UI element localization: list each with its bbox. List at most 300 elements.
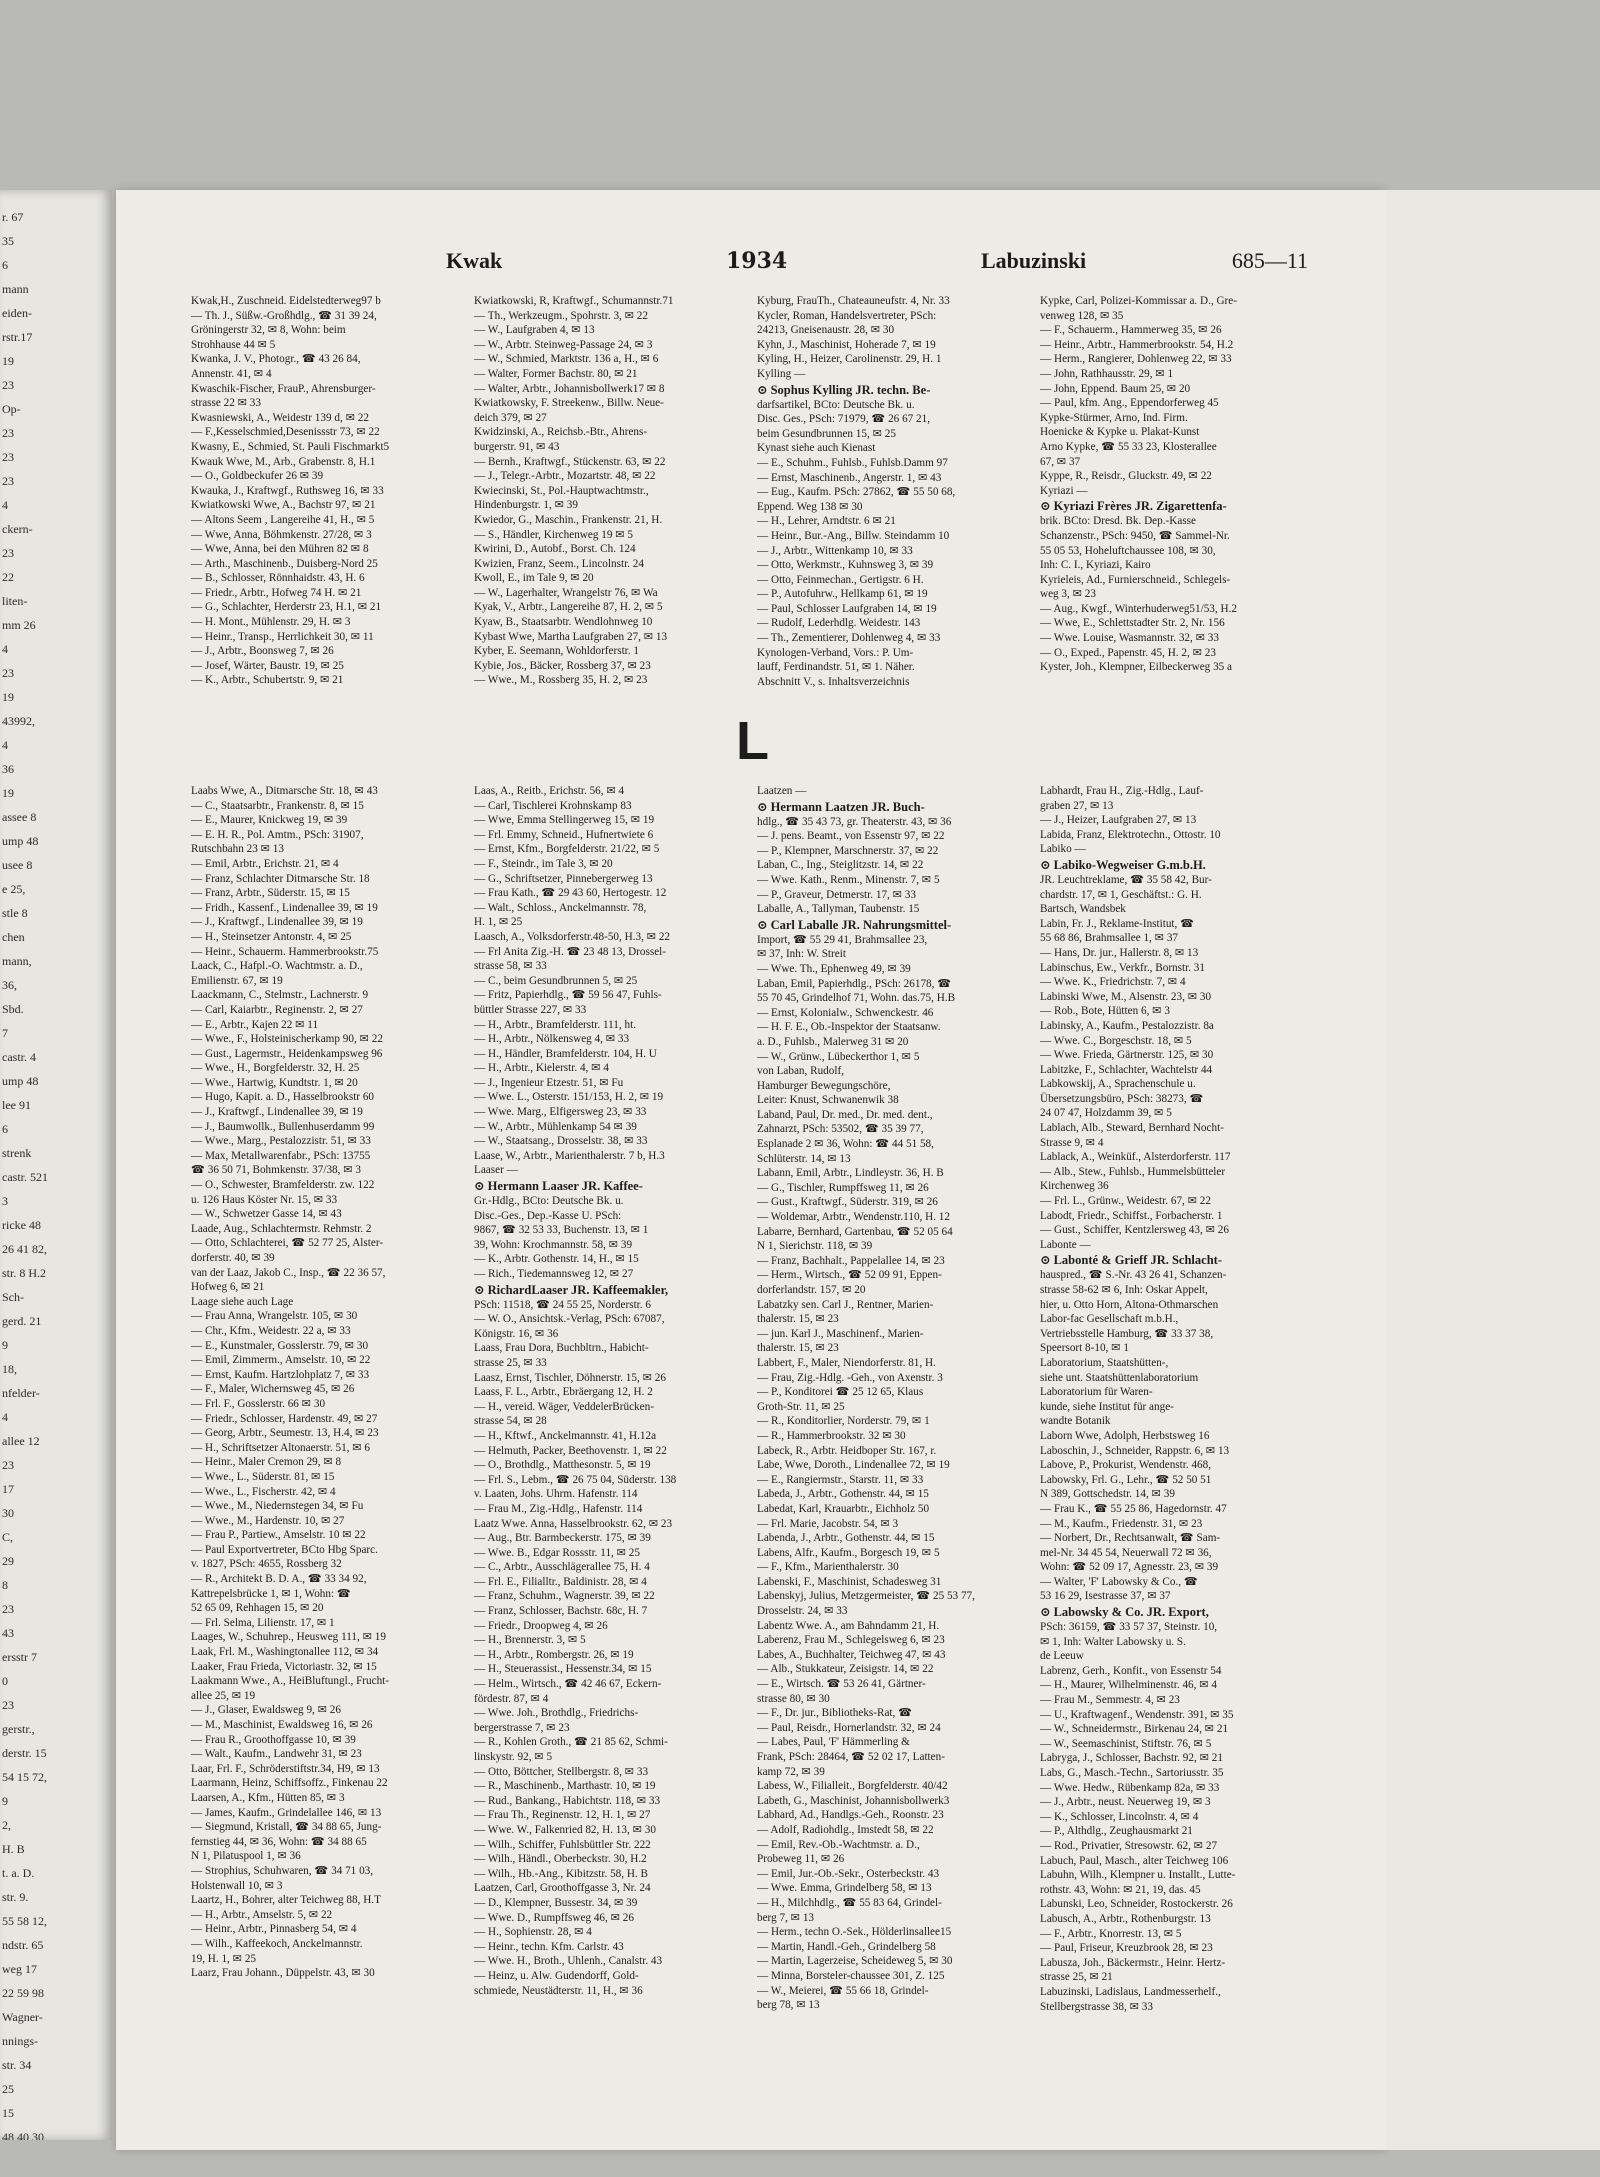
directory-entry: Labentz Wwe. A., am Bahndamm 21, H. — [757, 1619, 940, 1632]
section-letter: L — [736, 711, 769, 771]
directory-entry: Vertriebsstelle Hamburg, ☎ 33 37 38, — [1040, 1327, 1214, 1340]
directory-entry: Laaser — — [474, 1164, 518, 1177]
directory-entry: Labess, W., Filialleit., Borgfelderstr. 40/42 — [757, 1780, 948, 1793]
directory-entry: — H., Schriftsetzer Altonaerstr. 51, ✉ 6 — [191, 1441, 371, 1454]
sliver-fragment: e 25, — [2, 882, 26, 896]
directory-entry: — Aug., Kwgf., Winterhuderweg51/53, H.2 — [1040, 602, 1237, 615]
sliver-fragment: weg 17 — [2, 1962, 37, 1976]
top-column-3 — [757, 294, 1039, 694]
directory-entry: — C., beim Gesundbrunnen 5, ✉ 25 — [474, 974, 638, 987]
directory-entry: — Walter, Arbtr., Johannisbollwerk17 ✉ 8 — [474, 382, 665, 395]
directory-entry: v. Laaten, Johs. Uhrm. Hafenstr. 114 — [474, 1488, 638, 1501]
directory-entry: — D., Klempner, Bussestr. 34, ✉ 39 — [474, 1896, 638, 1909]
directory-entry: — Wwe., L., Süderstr. 81, ✉ 15 — [191, 1470, 335, 1483]
directory-entry: Laabs Wwe, A., Ditmarsche Str. 18, ✉ 43 — [191, 785, 378, 797]
sliver-fragment: 43992, — [2, 714, 35, 728]
directory-entry: Labowsky, Frl. G., Lehr., ☎ 52 50 51 — [1040, 1473, 1212, 1486]
directory-entry: — W., Staatsang., Drosselstr. 38, ✉ 33 — [474, 1135, 648, 1148]
directory-entry: — Otto, Werkmstr., Kuhnsweg 3, ✉ 39 — [757, 559, 934, 572]
directory-entry: — P., Graveur, Detmerstr. 17, ✉ 33 — [757, 888, 916, 901]
directory-entry: — F., Arbtr., Knorrestr. 13, ✉ 5 — [1040, 1927, 1182, 1940]
directory-entry: — Walter, Former Bachstr. 80, ✉ 21 — [474, 367, 638, 380]
sliver-fragment: 23 — [2, 1602, 14, 1616]
bottom-column-3 — [757, 784, 1039, 2054]
directory-entry: — W., Schwetzer Gasse 14, ✉ 43 — [191, 1208, 342, 1221]
directory-entry: — Alb., Stew., Fuhlsb., Hummelsbütteler — [1040, 1165, 1226, 1178]
sliver-fragment: 6 — [2, 1122, 8, 1136]
directory-entry: — Wwe. Louise, Wasmannstr. 32, ✉ 33 — [1040, 632, 1219, 645]
directory-entry: — Hans, Dr. jur., Hallerstr. 8, ✉ 13 — [1040, 946, 1199, 959]
directory-entry: Laaker, Frau Frieda, Victoriastr. 32, ✉ 15 — [191, 1660, 377, 1673]
sliver-fragment: t. a. D. — [2, 1866, 35, 1880]
directory-entry: — Heinr., techn. Kfm. Carlstr. 43 — [474, 1940, 624, 1953]
directory-entry: — Franz, Schlachter Ditmarsche Str. 18 — [191, 872, 370, 885]
directory-entry: — R., Architekt B. D. A., ☎ 33 34 92, — [191, 1573, 367, 1586]
sliver-fragment: C, — [2, 1530, 14, 1544]
directory-entry: Labens, Alfr., Kaufm., Borgesch 19, ✉ 5 — [757, 1546, 940, 1559]
directory-entry: — J., Kraftwgf., Lindenallee 39, ✉ 19 — [191, 1106, 363, 1119]
directory-entry: — F., Steindr., im Tale 3, ✉ 20 — [474, 857, 613, 870]
previous-page-edge — [0, 190, 112, 2140]
directory-entry: — W., Seemaschinist, Stiftstr. 76, ✉ 5 — [1040, 1737, 1212, 1750]
directory-entry: strasse 80, ✉ 30 — [757, 1692, 830, 1705]
directory-entry: — H. Mont., Mühlenstr. 29, H. ✉ 3 — [191, 616, 351, 629]
directory-entry: — O., Schwester, Bramfelderstr. zw. 122 — [191, 1179, 375, 1192]
directory-entry: — E., Wirtsch. ☎ 53 26 41, Gärtner- — [757, 1678, 926, 1691]
directory-entry: — Frau P., Partiew., Amselstr. 10 ✉ 22 — [191, 1529, 366, 1542]
directory-entry: — C., Arbtr., Ausschlägerallee 75, H. 4 — [474, 1561, 650, 1574]
sliver-fragment: Wagner- — [2, 2010, 43, 2024]
directory-entry: Eppend. Weg 138 ✉ 30 — [757, 500, 863, 513]
directory-entry: Laakmann Wwe., A., HeiBluftungl., Frucht- — [191, 1675, 390, 1688]
directory-entry: Kwasny, E., Schmied, St. Pauli Fischmarkt5 — [191, 440, 390, 453]
directory-entry: — Gust., Lagermstr., Heidenkampsweg 96 — [191, 1047, 383, 1060]
directory-entry: — Th. J., Süßw.-Großhdlg., ☎ 31 39 24, — [191, 309, 377, 322]
directory-entry: strasse 25, ✉ 33 — [474, 1356, 547, 1369]
directory-entry: Übersetzungsbüro, PSch: 38273, ☎ — [1040, 1092, 1204, 1105]
directory-entry: — Heinr., Bur.-Ang., Billw. Steindamm 10 — [757, 529, 950, 542]
directory-entry: Hindenburgstr. 1, ✉ 39 — [474, 499, 578, 512]
directory-entry: — W., Arbtr. Steinweg-Passage 24, ✉ 3 — [474, 338, 653, 351]
directory-entry: Laarmann, Heinz, Schiffsoffz., Finkenau 22 — [191, 1777, 388, 1790]
directory-entry: — Frau M., Zig.-Hdlg., Hafenstr. 114 — [474, 1502, 643, 1515]
directory-entry: — W., Lagerhalter, Wrangelstr 76, ✉ Wa — [474, 586, 658, 599]
page-header — [116, 248, 1386, 278]
sliver-fragment: 36 — [2, 762, 14, 776]
directory-entry: — M., Kaufm., Friedenstr. 31, ✉ 23 — [1040, 1517, 1203, 1530]
directory-entry: Kyak, V., Arbtr., Langereihe 87, H. 2, ✉ 5 — [474, 601, 663, 614]
directory-entry: ⊙ Hermann Laatzen JR. Buch- — [757, 799, 925, 814]
directory-entry: — F., Kfm., Marienthalerstr. 30 — [757, 1561, 899, 1574]
directory-entry: ☎ 36 50 71, Bohmkenstr. 37/38, ✉ 3 — [191, 1164, 361, 1177]
directory-entry: — Martin, Lagerzeise, Scheideweg 5, ✉ 30 — [757, 1955, 953, 1968]
sliver-fragment: 6 — [2, 258, 8, 272]
directory-entry: — Alb., Stukkateur, Zeisigstr. 14, ✉ 22 — [757, 1663, 934, 1676]
directory-entry: — Frl. S., Lebm., ☎ 26 75 04, Süderstr. 138 — [474, 1473, 677, 1486]
directory-entry: siehe unt. Staatshüttenlaboratorium — [1040, 1371, 1199, 1384]
directory-entry: — Gust., Kraftwgf., Süderstr. 319, ✉ 26 — [757, 1196, 938, 1209]
directory-entry: Stellbergstrasse 38, ✉ 33 — [1040, 2000, 1153, 2013]
top-column-4 — [1040, 294, 1322, 694]
directory-entry: Kynologen-Verband, Vors.: P. Um- — [757, 646, 914, 659]
directory-entry: — Strophius, Schuhwaren, ☎ 34 71 03, — [191, 1864, 374, 1877]
sliver-fragment: 0 — [2, 1674, 8, 1688]
directory-entry: 39, Wohn: Krochmannstr. 58, ✉ 39 — [474, 1238, 633, 1251]
header-last-entry: Labuzinski — [981, 248, 1087, 273]
directory-entry: Leiter: Knust, Schwanenwik 38 — [757, 1094, 899, 1107]
directory-entry: Labenski, F., Maschinist, Schadesweg 31 — [757, 1575, 942, 1588]
directory-entry: Labenda, J., Arbtr., Gothenstr. 44, ✉ 15 — [757, 1532, 935, 1545]
directory-entry: Laban, Emil, Papierhdlg., PSch: 26178, ☎ — [757, 977, 952, 990]
directory-entry: — Frau Anna, Wrangelstr. 105, ✉ 30 — [191, 1310, 358, 1323]
directory-entry: Kwauk Wwe, M., Arb., Grabenstr. 8, H.1 — [191, 455, 376, 468]
directory-entry: — U., Kraftwagenf., Wendenstr. 391, ✉ 35 — [1040, 1708, 1234, 1721]
directory-entry: — Franz, Schlosser, Bachstr. 68c, H. 7 — [474, 1605, 648, 1618]
directory-entry: — Frl. Emmy, Schneid., Hufnertwiete 6 — [474, 828, 654, 841]
sliver-fragment: 2, — [2, 1818, 11, 1832]
directory-entry: a. D., Fuhlsb., Malerweg 31 ✉ 20 — [757, 1035, 909, 1048]
directory-entry: — Frl. E., Filialltr., Baldinistr. 28, ✉ 4 — [474, 1575, 647, 1588]
directory-entry: — Friedr., Schlosser, Hardenstr. 49, ✉ 27 — [191, 1412, 378, 1425]
directory-entry: Kwiatkowski Wwe, A., Bachstr 97, ✉ 21 — [191, 499, 376, 512]
directory-entry: beim Gesundbrunnen 15, ✉ 25 — [757, 427, 896, 440]
sliver-fragment: 7 — [2, 1026, 8, 1040]
directory-entry: Laasch, A., Volksdorferstr.48-50, H.3, ✉ 22 — [474, 930, 671, 943]
directory-entry: — Walt., Schloss., Anckelmannstr. 78, — [474, 901, 647, 914]
directory-entry: — Wwe, E., Schlettstadter Str. 2, Nr. 156 — [1040, 617, 1225, 630]
directory-entry: Labove, P., Prokurist, Wendenstr. 468, — [1040, 1459, 1212, 1472]
directory-entry: 67, ✉ 37 — [1040, 455, 1081, 468]
directory-entry: v. 1827, PSch: 4655, Rossberg 32 — [191, 1558, 342, 1571]
directory-entry: — Wilh., Kaffeekoch, Anckelmannstr. — [191, 1937, 363, 1950]
directory-entry: — Th., Zementierer, Dohlenweg 4, ✉ 33 — [757, 632, 941, 645]
sliver-fragment: 23 — [2, 474, 14, 488]
directory-entry: 53 16 29, Isestrasse 37, ✉ 37 — [1040, 1590, 1171, 1603]
directory-entry: büttler Strasse 227, ✉ 33 — [474, 1003, 587, 1016]
sliver-fragment: 18, — [2, 1362, 17, 1376]
directory-entry: Disc.-Ges., Dep.-Kasse U. PSch: — [474, 1209, 622, 1222]
directory-entry: Laband, Paul, Dr. med., Dr. med. dent., — [757, 1108, 933, 1121]
directory-entry: Inh: C. I., Kyriazi, Kairo — [1040, 559, 1151, 572]
directory-entry: Kyrieleis, Ad., Furnierschneid., Schlegels- — [1040, 573, 1231, 586]
directory-entry: Kypke-Stürmer, Arno, Ind. Firm. — [1040, 411, 1188, 424]
directory-entry: — Rudolf, Lederhdlg. Weidestr. 143 — [757, 617, 921, 630]
directory-entry: — H., Arbtr., Rombergstr. 26, ✉ 19 — [474, 1648, 634, 1661]
sliver-fragment: strenk — [2, 1146, 32, 1160]
directory-entry: — Carl, Kaiarbtr., Reginenstr. 2, ✉ 27 — [191, 1003, 363, 1016]
directory-entry: strasse 58-62 ✉ 6, Inh: Oskar Appelt, — [1040, 1284, 1208, 1296]
sliver-fragment: allee 12 — [2, 1434, 40, 1448]
directory-entry: Labinsky, A., Kaufm., Pestalozzistr. 8a — [1040, 1019, 1214, 1032]
directory-entry: — Rob., Bote, Hütten 6, ✉ 3 — [1040, 1005, 1170, 1018]
sliver-fragment: castr. 521 — [2, 1170, 48, 1184]
directory-entry: — K., Schlosser, Lincolnstr. 4, ✉ 4 — [1040, 1810, 1199, 1823]
directory-entry: — James, Kaufm., Grindelallee 146, ✉ 13 — [191, 1806, 382, 1819]
directory-entry: — Wwe., M., Hardenstr. 10, ✉ 27 — [191, 1514, 345, 1527]
directory-entry: 55 68 86, Brahmsallee 1, ✉ 37 — [1040, 932, 1179, 945]
directory-entry: mel-Nr. 34 45 54, Neuerwall 72 ✉ 36, — [1040, 1546, 1212, 1559]
sliver-fragment: lee 91 — [2, 1098, 31, 1112]
directory-entry: — Heinr., Schauerm. Hammerbrookstr.75 — [191, 945, 379, 958]
directory-entry: — Norbert, Dr., Rechtsanwalt, ☎ Sam- — [1040, 1532, 1221, 1545]
directory-entry: Laak, Frl. M., Washingtonallee 112, ✉ 34 — [191, 1646, 379, 1659]
directory-page — [116, 190, 1386, 2150]
directory-entry: Labodt, Friedr., Schiffst., Forbacherstr. 1 — [1040, 1209, 1223, 1222]
directory-entry: strasse 25, ✉ 21 — [1040, 1971, 1113, 1984]
directory-entry: dorferlandstr. 157, ✉ 20 — [757, 1284, 866, 1296]
directory-entry: Schlüterstr. 14, ✉ 13 — [757, 1152, 851, 1165]
header-page-number: 685—11 — [1231, 248, 1308, 273]
directory-entry: Labbert, F., Maler, Niendorferstr. 81, H. — [757, 1356, 936, 1369]
directory-entry: — Wwe. D., Rumpffsweg 46, ✉ 26 — [474, 1911, 634, 1924]
sliver-fragment: ump 48 — [2, 1074, 39, 1088]
directory-entry: — F., Dr. jur., Bibliotheks-Rat, ☎ — [757, 1707, 913, 1720]
directory-entry: lauff, Ferdinandstr. 51, ✉ 1. Näher. — [757, 661, 915, 674]
directory-entry: — E., Arbtr., Kajen 22 ✉ 11 — [191, 1018, 319, 1031]
directory-entry: Laboratorium, Staatshütten-, — [1040, 1356, 1169, 1369]
sliver-fragment: ersstr 7 — [2, 1650, 37, 1664]
directory-entry: — Altons Seem , Langereihe 41, H., ✉ 5 — [191, 513, 375, 526]
directory-entry: — Frau, Zig.-Hdlg. -Geh., von Axenstr. 3 — [757, 1371, 943, 1384]
directory-entry: — John, Rathhausstr. 29, ✉ 1 — [1040, 367, 1174, 380]
directory-entry: N 1, Pilatuspool 1, ✉ 36 — [191, 1850, 301, 1863]
directory-entry: — Paul, kfm. Ang., Eppendorferweg 45 — [1040, 397, 1219, 410]
directory-entry: — W., Schmied, Marktstr. 136 a, H., ✉ 6 — [474, 353, 659, 366]
directory-entry: hdlg., ☎ 35 43 73, gr. Theaterstr. 43, ✉ 36 — [757, 815, 952, 828]
directory-entry: — Emil, Jur.-Ob.-Sekr., Osterbeckstr. 43 — [757, 1867, 940, 1880]
directory-entry: ⊙ Carl Laballe JR. Nahrungsmittel- — [757, 917, 952, 932]
directory-entry: ⊙ Labiko-Wegweiser G.m.b.H. — [1040, 857, 1206, 872]
directory-entry: — Emil, Arbtr., Erichstr. 21, ✉ 4 — [191, 857, 339, 870]
directory-entry: — B., Schlosser, Rönnhaidstr. 43, H. 6 — [191, 572, 365, 585]
directory-entry: — E., Schuhm., Fuhlsb., Fuhlsb.Damm 97 — [757, 456, 948, 469]
directory-entry: dorferstr. 40, ✉ 39 — [191, 1252, 275, 1264]
directory-entry: — Woldemar, Arbtr., Wendenstr.110, H. 12 — [757, 1211, 950, 1224]
directory-entry: — J., Baumwollk., Bullenhuserdamm 99 — [191, 1120, 375, 1133]
directory-entry: — Rich., Tiedemannsweg 12, ✉ 27 — [474, 1268, 634, 1280]
sliver-fragment: 29 — [2, 1554, 14, 1568]
directory-entry: Lablack, A., Weinküf., Alsterdorferstr. 117 — [1040, 1151, 1231, 1164]
directory-entry: Kattrepelsbrücke 1, ✉ 1, Wohn: ☎ — [191, 1587, 351, 1600]
directory-entry: Labida, Franz, Elektrotechn., Ottostr. 10 — [1040, 828, 1221, 841]
directory-entry: — Bernh., Kraftwgf., Stückenstr. 63, ✉ 22 — [474, 455, 666, 468]
directory-entry: — Herm., Rangierer, Dohlenweg 22, ✉ 33 — [1040, 353, 1232, 366]
directory-entry: 24 07 47, Holzdamm 39, ✉ 5 — [1040, 1107, 1172, 1120]
directory-entry: — Wwe., Marg., Pestalozzistr. 51, ✉ 33 — [191, 1135, 371, 1148]
directory-entry: Kyster, Joh., Klempner, Eilbeckerweg 35 a — [1040, 661, 1233, 674]
sliver-fragment: 23 — [2, 450, 14, 464]
sliver-fragment: 4 — [2, 1410, 8, 1424]
directory-entry: — Wwe. Kath., Renm., Minenstr. 7, ✉ 5 — [757, 873, 940, 886]
sliver-fragment: 4 — [2, 642, 8, 656]
directory-entry: Gröningerstr 32, ✉ 8, Wohn: beim — [191, 324, 346, 337]
directory-entry: Laatzen, Carl, Groothoffgasse 3, Nr. 24 — [474, 1882, 651, 1895]
directory-entry: Arno Kypke, ☎ 55 33 23, Klosterallee — [1040, 440, 1217, 453]
directory-entry: Labuch, Paul, Masch., alter Teichweg 106 — [1040, 1854, 1229, 1867]
directory-entry: — Wwe, Emma Stellingerweg 15, ✉ 19 — [474, 814, 655, 827]
directory-entry: — Ernst, Kaufm. Hartzlohplatz 7, ✉ 33 — [191, 1368, 370, 1381]
directory-entry: — G., Tischler, Rumpffsweg 11, ✉ 26 — [757, 1181, 929, 1194]
directory-entry: Labrenz, Gerh., Konfit., von Essenstr 54 — [1040, 1664, 1222, 1677]
directory-entry: — Franz, Schuhm., Wagnerstr. 39, ✉ 22 — [474, 1590, 655, 1603]
directory-entry: Annenstr. 41, ✉ 4 — [191, 367, 272, 380]
directory-entry: N 1, Sierichstr. 118, ✉ 39 — [757, 1240, 873, 1253]
sliver-fragment: 54 15 72, — [2, 1770, 47, 1784]
directory-entry: — H., Sophienstr. 28, ✉ 4 — [474, 1926, 592, 1939]
directory-entry: — H., Brennerstr. 3, ✉ 5 — [474, 1634, 586, 1647]
directory-entry: — Ernst, Kolonialw., Schwenckestr. 46 — [757, 1006, 934, 1019]
directory-entry: Laackmann, C., Stelmstr., Lachnerstr. 9 — [191, 989, 369, 1002]
directory-entry: Labhardt, Frau H., Zig.-Hdlg., Lauf- — [1040, 785, 1204, 797]
sliver-fragment: ckern- — [2, 522, 33, 536]
directory-entry: — H., Maurer, Wilhelminenstr. 46, ✉ 4 — [1040, 1679, 1217, 1692]
sliver-fragment: 26 41 82, — [2, 1242, 47, 1256]
directory-entry: — Helm., Wirtsch., ☎ 42 46 67, Eckern- — [474, 1678, 662, 1691]
sliver-fragment: 19 — [2, 690, 14, 704]
directory-entry: — K., Arbtr., Schubertstr. 9, ✉ 21 — [191, 674, 344, 687]
directory-entry: — Wwe. H., Broth., Uhlenh., Canalstr. 43 — [474, 1955, 663, 1968]
directory-entry: Kwaschik-Fischer, FrauP., Ahrensburger- — [191, 382, 376, 395]
directory-entry: Laban, C., Ing., Steiglitzstr. 14, ✉ 22 — [757, 859, 924, 872]
directory-entry: Labitzke, F., Schlachter, Wachtelstr 44 — [1040, 1063, 1213, 1076]
sliver-fragment: 19 — [2, 354, 14, 368]
directory-entry: — Aug., Btr. Barmbeckerstr. 175, ✉ 39 — [474, 1532, 651, 1545]
directory-entry: Kylling — — [757, 367, 806, 380]
directory-entry: — Frau M., Semmestr. 4, ✉ 23 — [1040, 1694, 1180, 1707]
directory-entry: 9867, ☎ 32 53 33, Buchenstr. 13, ✉ 1 — [474, 1224, 649, 1237]
directory-entry: — J., Arbtr., Wittenkamp 10, ✉ 33 — [757, 544, 913, 557]
directory-entry: 19, H. 1, ✉ 25 — [191, 1952, 257, 1965]
sliver-fragment: derstr. 15 — [2, 1746, 47, 1760]
directory-entry: Kwak,H., Zuschneid. Eidelstedterweg97 b — [191, 295, 381, 307]
directory-entry: Esplanade 2 ✉ 36, Wohn: ☎ 44 51 58, — [757, 1138, 934, 1151]
directory-entry: — H., Lehrer, Arndtstr. 6 ✉ 21 — [757, 515, 896, 528]
sliver-fragment: castr. 4 — [2, 1050, 36, 1064]
directory-entry: — H., Arbtr., Kielerstr. 4, ✉ 4 — [474, 1062, 609, 1075]
directory-entry: Kycler, Roman, Handelsvertreter, PSch: — [757, 309, 937, 322]
directory-entry: — W., Laufgraben 4, ✉ 13 — [474, 324, 595, 337]
directory-entry: — Frau Kath., ☎ 29 43 60, Hertogestr. 12 — [474, 887, 667, 900]
directory-entry: de Leeuw — [1040, 1650, 1084, 1663]
sliver-fragment: 4 — [2, 498, 8, 512]
directory-entry: — E., Maurer, Knickweg 19, ✉ 39 — [191, 814, 348, 827]
directory-entry: berg 7, ✉ 13 — [757, 1911, 815, 1924]
directory-entry: Labs, G., Masch.-Techn., Sartoriusstr. 35 — [1040, 1767, 1224, 1779]
directory-entry: — Wwe. Emma, Grindelberg 58, ✉ 13 — [757, 1882, 932, 1895]
directory-entry: Kybie, Jos., Bäcker, Rossberg 37, ✉ 23 — [474, 659, 651, 672]
directory-entry: Schanzenstr., PSch: 9450, ☎ Sammel-Nr. — [1040, 529, 1230, 542]
directory-entry: — Carl, Tischlerei Krohnskamp 83 — [474, 799, 632, 812]
directory-entry: Disc. Ges., PSch: 71979, ☎ 26 67 21, — [757, 413, 931, 426]
sliver-fragment: 19 — [2, 786, 14, 800]
directory-entry: Labusza, Joh., Bäckermstr., Heinr. Hertz- — [1040, 1956, 1226, 1969]
directory-entry: Kwasniewski, A., Weidestr 139 d, ✉ 22 — [191, 411, 369, 424]
directory-entry: kunde, siehe Institut für ange- — [1040, 1400, 1174, 1413]
sliver-fragment: 8 — [2, 1578, 8, 1592]
directory-entry: — J., Telegr.-Arbtr., Mozartstr. 48, ✉ 22 — [474, 470, 656, 483]
sliver-fragment: Op- — [2, 402, 21, 416]
directory-entry: Lablach, Alb., Steward, Bernhard Nocht- — [1040, 1122, 1224, 1135]
directory-entry: ⊙ Labowsky & Co. JR. Export, — [1040, 1605, 1209, 1620]
directory-entry: — Georg, Arbtr., Seumestr. 13, H.4, ✉ 23 — [191, 1427, 379, 1440]
directory-entry: — R., Hammerbrookstr. 32 ✉ 30 — [757, 1429, 906, 1442]
directory-entry: hier, u. Otto Horn, Altona-Othmarschen — [1040, 1298, 1219, 1311]
directory-entry: — Frau R., Groothoffgasse 10, ✉ 39 — [191, 1733, 356, 1746]
sliver-fragment: 9 — [2, 1794, 8, 1808]
directory-entry: — J., Heizer, Laufgraben 27, ✉ 13 — [1040, 814, 1197, 827]
directory-entry: — Wwe., M., Niedernstegen 34, ✉ Fu — [191, 1500, 364, 1513]
directory-entry: Kwizien, Franz, Seem., Lincolnstr. 24 — [474, 557, 644, 570]
directory-entry: Abschnitt V., s. Inhaltsverzeichnis — [757, 675, 910, 688]
directory-entry: — H., Kftwf., Anckelmannstr. 41, H.12a — [474, 1429, 657, 1442]
directory-entry: — Wilh., Schiffer, Fuhlsbüttler Str. 222 — [474, 1838, 651, 1851]
directory-entry: — Frl. Selma, Lilienstr. 17, ✉ 1 — [191, 1616, 335, 1629]
directory-entry: — Franz, Arbtr., Süderstr. 15, ✉ 15 — [191, 887, 350, 900]
directory-entry: kamp 72, ✉ 39 — [757, 1765, 825, 1778]
directory-entry: — P., Klempner, Marschnerstr. 37, ✉ 22 — [757, 844, 939, 857]
directory-entry: Labor-fac Gesellschaft m.b.H., — [1040, 1313, 1179, 1326]
directory-entry: deich 379, ✉ 27 — [474, 411, 547, 424]
directory-entry: Kyppe, R., Reisdr., Gluckstr. 49, ✉ 22 — [1040, 470, 1212, 483]
directory-entry: — Rud., Bankang., Habichtstr. 118, ✉ 33 — [474, 1794, 661, 1807]
directory-entry: Laartz, H., Bohrer, alter Teichweg 88, H.T — [191, 1894, 381, 1907]
directory-entry: — H., Steinsetzer Antonstr. 4, ✉ 25 — [191, 930, 352, 943]
directory-entry: Laborn Wwe, Adolph, Herbstsweg 16 — [1040, 1429, 1210, 1442]
directory-entry: — H., Arbtr., Nölkensweg 4, ✉ 33 — [474, 1033, 630, 1046]
header-year: 1934 — [726, 248, 788, 274]
directory-entry: fördestr. 87, ✉ 4 — [474, 1692, 549, 1705]
directory-entry: ✉ 1, Inh: Walter Labowsky u. S. — [1040, 1635, 1186, 1648]
directory-entry: — F.,Kesselschmied,Desenissstr 73, ✉ 22 — [191, 426, 380, 439]
directory-entry: ⊙ Kyriazi Frères JR. Zigarettenfa- — [1040, 499, 1227, 514]
sliver-fragment: 23 — [2, 1458, 14, 1472]
sliver-fragment: ricke 48 — [2, 1218, 41, 1232]
directory-entry: ⊙ RichardLaaser JR. Kaffeemakler, — [474, 1282, 669, 1297]
sliver-fragment: 17 — [2, 1482, 14, 1496]
directory-entry: — E., Kunstmaler, Gosslerstr. 79, ✉ 30 — [191, 1339, 369, 1352]
directory-entry: Kypke, Carl, Polizei-Kommissar a. D., Gre- — [1040, 295, 1237, 307]
directory-entry: Labarre, Bernhard, Gartenbau, ☎ 52 05 64 — [757, 1225, 953, 1238]
directory-entry: strasse 22 ✉ 33 — [191, 397, 261, 410]
directory-entry: Kwirini, D., Autobf., Borst. Ch. 124 — [474, 543, 636, 556]
directory-entry: — Heinr., Transp., Herrlichkeit 30, ✉ 11 — [191, 630, 374, 643]
directory-entry: — R., Konditorlier, Norderstr. 79, ✉ 1 — [757, 1415, 930, 1428]
directory-entry: venweg 128, ✉ 35 — [1040, 309, 1124, 322]
sliver-fragment: nnings- — [2, 2034, 38, 2048]
directory-entry: — Ernst, Maschinenb., Angerstr. 1, ✉ 43 — [757, 471, 942, 484]
directory-entry: — Wwe, Anna, Böhmkenstr. 27/28, ✉ 3 — [191, 528, 372, 541]
directory-entry: H. 1, ✉ 25 — [474, 916, 523, 929]
directory-entry: — J., Ingenieur Etzestr. 51, ✉ Fu — [474, 1076, 624, 1089]
directory-entry: — Heinz, u. Alw. Gudendorff, Gold- — [474, 1969, 639, 1982]
directory-entry: — J., Arbtr., neust. Neuerweg 19, ✉ 3 — [1040, 1796, 1211, 1809]
directory-entry: — J., Arbtr., Boonsweg 7, ✉ 26 — [191, 645, 334, 658]
directory-entry: — W., Arbtr., Mühlenkamp 54 ✉ 39 — [474, 1120, 637, 1133]
directory-entry: Zahnarzt, PSch: 53502, ☎ 35 39 77, — [757, 1123, 924, 1136]
directory-entry: — Wilh., Händl., Oberbeckstr. 30, H.2 — [474, 1853, 647, 1866]
directory-entry: — Hugo, Kapit. a. D., Hasselbrookstr 60 — [191, 1091, 375, 1104]
directory-entry: — Wwe. Frieda, Gärtnerstr. 125, ✉ 30 — [1040, 1049, 1214, 1062]
sliver-fragment: 22 — [2, 570, 14, 584]
directory-entry: linskystr. 92, ✉ 5 — [474, 1751, 553, 1763]
directory-entry: Labeda, J., Arbtr., Gothenstr. 44, ✉ 15 — [757, 1488, 929, 1501]
directory-entry: — Wwe. Marg., Elfigersweg 23, ✉ 33 — [474, 1106, 647, 1119]
directory-entry: PSch: 11518, ☎ 24 55 25, Norderstr. 6 — [474, 1298, 651, 1311]
directory-entry: u. 126 Haus Köster Nr. 15, ✉ 33 — [191, 1193, 338, 1206]
directory-entry: burgerstr. 91, ✉ 43 — [474, 440, 560, 453]
directory-entry: Labedat, Karl, Krauarbtr., Eichholz 50 — [757, 1502, 930, 1515]
directory-entry: Laboratorium für Waren- — [1040, 1386, 1153, 1399]
